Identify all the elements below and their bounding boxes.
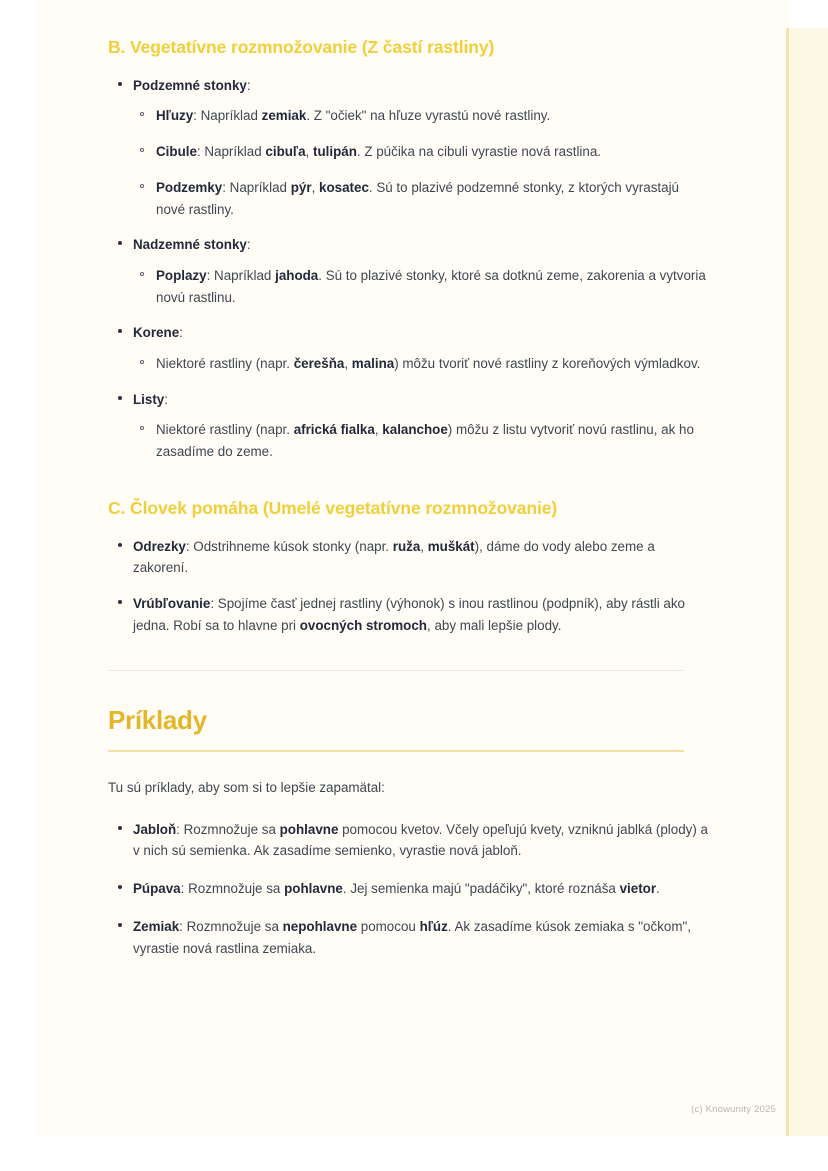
body-text: ) môžu z listu vytvoriť novú rastlinu, ak ho zasadíme do zeme. [156, 422, 694, 460]
list-item [108, 878, 708, 900]
list-item [133, 141, 708, 163]
list-group-label [133, 392, 168, 407]
body-text: . Sú to plazivé stonky, ktoré sa dotknú zeme, zakorenia a vytvoria novú rastlinu. [156, 267, 706, 305]
list-group-label [133, 325, 183, 340]
body-text: : [164, 391, 168, 407]
examples-heading-underline [108, 750, 684, 752]
section-b-list [108, 75, 708, 463]
list-item [133, 265, 708, 308]
list-item-text [133, 539, 655, 576]
emphasis-term: malina [351, 356, 395, 372]
bullet-marker [140, 272, 144, 276]
list-item-text [133, 596, 685, 633]
body-text: : Rozmnožuje sa [180, 881, 285, 897]
bullet-marker [140, 184, 144, 188]
list-item [108, 819, 708, 862]
footer [38, 1104, 790, 1115]
emphasis-term: muškát [427, 538, 475, 554]
bullet-marker [140, 112, 144, 116]
body-text: . Z púčika na cibuli vyrastie nová rastlina. [356, 144, 602, 160]
emphasis-term: kosatec [319, 179, 369, 195]
body-text: : Rozmnožuje sa [179, 918, 283, 934]
copyright-text: (c) Knowunity 2025 [691, 1104, 776, 1115]
body-text: : Napríklad [193, 108, 262, 124]
list-item-term: Vrúbľovanie [133, 596, 211, 612]
list-item [133, 419, 708, 462]
emphasis-term: cibuľa [265, 144, 306, 160]
list-item-term: Poplazy [156, 267, 207, 283]
body-text: : Napríklad [196, 144, 266, 160]
body-text: Niektoré rastliny (napr. [156, 422, 294, 438]
list-item [133, 177, 708, 220]
list-group-term: Nadzemné stonky [133, 237, 247, 253]
list-group [108, 234, 708, 308]
body-text: , aby mali lepšie plody. [427, 617, 562, 633]
list-item-term: Jabloň [133, 821, 177, 837]
body-text: : [246, 77, 251, 93]
body-text: , [374, 422, 383, 438]
body-text: . [656, 881, 660, 897]
list-item-text [133, 822, 708, 859]
sub-list [133, 105, 708, 220]
body-text: pomocou kvetov. Včely opeľujú kvety, vzniknú jablká (plody) a v nich sú semienka. Ak zasadíme semienko, vyrastie nová jabloň. [133, 821, 708, 859]
document-content [108, 0, 708, 1136]
emphasis-term: jahoda [275, 267, 319, 283]
document-card [38, 0, 790, 1136]
body-text: : Rozmnožuje sa [176, 821, 280, 837]
sub-list [133, 353, 708, 375]
list-item-text [156, 180, 679, 217]
bullet-marker [118, 396, 122, 400]
body-text: : Odstrihneme kúsok stonky (napr. [185, 538, 393, 554]
body-text: : Napríklad [222, 179, 291, 195]
body-text: ), dáme do vody alebo zeme a zakorení. [133, 538, 655, 576]
emphasis-term: vietor [619, 881, 657, 897]
emphasis-term: africká fialka [293, 422, 375, 438]
sub-list [133, 265, 708, 308]
list-item [108, 916, 708, 959]
examples-heading: Príklady [108, 705, 207, 736]
emphasis-term: pýr [290, 179, 312, 195]
body-text: , [344, 356, 352, 372]
list-item-term: Zemiak [133, 918, 180, 934]
bullet-marker [118, 600, 122, 604]
examples-lead-text: Tu sú príklady, aby som si to lepšie zapamätal: [108, 779, 385, 795]
list-group [108, 75, 708, 221]
list-item-text [156, 356, 700, 371]
emphasis-term: kalanchoe [382, 422, 448, 438]
examples-list [108, 819, 708, 960]
list-item-text [133, 919, 691, 956]
list-group-term: Korene [133, 325, 180, 341]
bullet-marker [140, 426, 144, 430]
section-divider [108, 670, 684, 671]
body-text: , [305, 144, 313, 160]
body-text: , [311, 179, 320, 195]
emphasis-term: ruža [392, 538, 421, 554]
section-c-list [108, 536, 708, 637]
body-text: pomocou [357, 918, 420, 934]
bullet-marker [118, 826, 122, 830]
list-item-text [156, 422, 694, 459]
list-group-label [133, 78, 251, 93]
body-text: Niektoré rastliny (napr. [156, 356, 294, 372]
list-item-term: Púpava [133, 881, 181, 897]
right-margin-panel [789, 28, 828, 1136]
body-text: : Napríklad [206, 267, 276, 283]
emphasis-term: nepohlavne [282, 918, 358, 934]
list-item-text [133, 881, 660, 896]
list-item-text [156, 108, 550, 123]
list-group-term: Podzemné stonky [133, 77, 247, 93]
list-item-text [156, 268, 706, 305]
list-group-label [133, 237, 251, 252]
body-text: . Sú to plazivé podzemné stonky, z ktorých vyrastajú nové rastliny. [156, 179, 679, 217]
body-text: . Jej semienka majú "padáčiky", ktoré roznáša [342, 881, 620, 897]
sub-list [133, 419, 708, 462]
body-text: : Spojíme časť jednej rastliny (výhonok) s inou rastlinou (podpník), aby rástli ako jedna. Robí sa to hlavne pri [133, 596, 686, 633]
list-item-text [156, 144, 601, 159]
body-text: . Ak zasadíme kúsok zemiaka s "očkom", vyrastie nová rastlina zemiaka. [133, 918, 691, 956]
section-c-heading: C. Človek pomáha (Umelé vegetatívne rozmnožovanie) [108, 497, 558, 518]
body-text: : [246, 237, 251, 253]
section-b-heading: B. Vegetatívne rozmnožovanie (Z častí rastliny) [108, 37, 495, 57]
list-item [133, 353, 708, 375]
list-group [108, 389, 708, 463]
list-item-term: Odrezky [133, 538, 186, 554]
bullet-marker [118, 885, 122, 889]
bullet-marker [118, 329, 122, 333]
list-group-term: Listy [133, 391, 165, 407]
list-item [108, 593, 708, 636]
emphasis-term: zemiak [261, 108, 307, 124]
bullet-marker [118, 241, 122, 245]
bullet-marker [118, 923, 122, 927]
bullet-marker [140, 360, 144, 364]
emphasis-term: ovocných stromoch [299, 617, 427, 633]
body-text: : [179, 325, 183, 341]
emphasis-term: pohlavne [284, 881, 343, 897]
list-item [108, 536, 708, 579]
bullet-marker [118, 82, 122, 86]
body-text: ) môžu tvoriť nové rastliny z koreňových výmladkov. [394, 356, 701, 372]
list-item-term: Hľuzy [156, 108, 194, 124]
emphasis-term: čerešňa [293, 356, 345, 372]
body-text: , [420, 538, 428, 554]
list-group [108, 322, 708, 374]
emphasis-term: pohlavne [279, 821, 339, 837]
body-text: . Z "očiek" na hľuze vyrastú nové rastliny. [306, 108, 551, 124]
list-item-term: Podzemky [156, 179, 223, 195]
bullet-marker [118, 543, 122, 547]
list-item [133, 105, 708, 127]
bullet-marker [140, 148, 144, 152]
emphasis-term: hľúz [419, 918, 448, 934]
list-item-term: Cibule [156, 144, 197, 160]
emphasis-term: tulipán [313, 144, 357, 160]
